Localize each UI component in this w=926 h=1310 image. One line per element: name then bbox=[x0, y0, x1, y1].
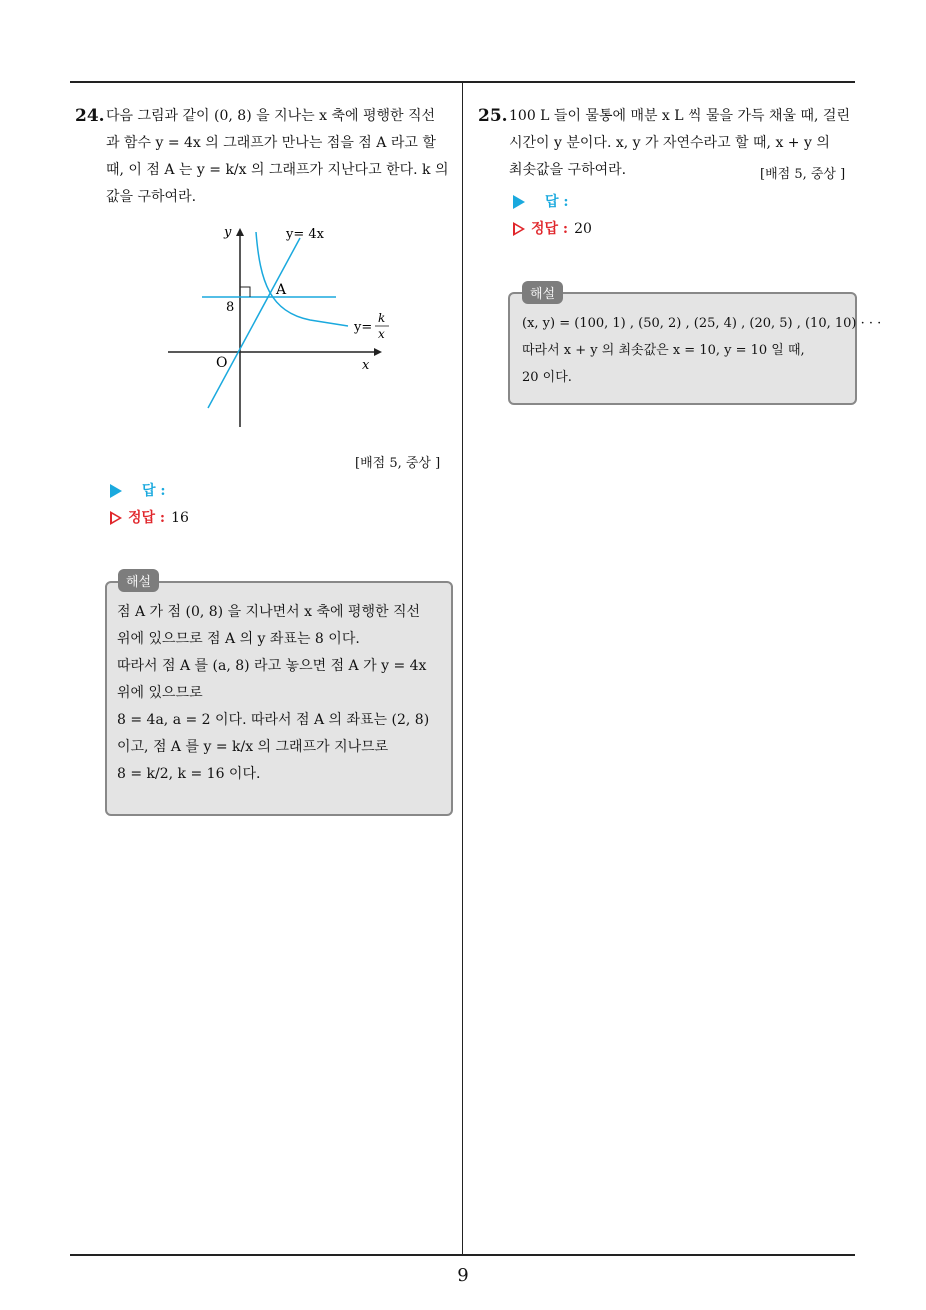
curve-label-prefix: y= bbox=[354, 320, 373, 335]
right-angle-mark bbox=[240, 287, 250, 297]
line-y-4x bbox=[208, 238, 300, 408]
q24-number: 24. bbox=[75, 106, 105, 126]
answer-label: 답 : bbox=[545, 194, 569, 210]
column-divider bbox=[462, 82, 463, 1255]
solution-line: 위에 있으므로 점 A 의 y 좌표는 8 이다. bbox=[117, 631, 360, 647]
q24-graph bbox=[160, 222, 400, 432]
solution-line: 점 A 가 점 (0, 8) 을 지나면서 x 축에 평행한 직선 bbox=[117, 604, 421, 620]
correct-value: 16 bbox=[171, 510, 189, 526]
x-axis-label: x bbox=[362, 358, 370, 373]
solution-line: 따라서 x + y 의 최솟값은 x = 10, y = 10 일 때, bbox=[522, 343, 805, 358]
answer-label: 답 : bbox=[142, 483, 166, 499]
q25-correct bbox=[513, 218, 592, 238]
solution-line: 8 = k/2, k = 16 이다. bbox=[117, 766, 261, 782]
correct-triangle-icon bbox=[513, 222, 525, 236]
q24-answer bbox=[110, 480, 166, 500]
q24-score: [배점 5, 중상 ] bbox=[355, 456, 441, 471]
bottom-rule bbox=[70, 1254, 855, 1256]
answer-triangle-icon bbox=[110, 484, 122, 498]
solution-line: 20 이다. bbox=[522, 370, 572, 385]
correct-triangle-icon bbox=[110, 511, 122, 525]
q25-line: 시간이 y 분이다. x, y 가 자연수라고 할 때, x + y 의 bbox=[509, 135, 830, 151]
q25-solution-text bbox=[522, 310, 881, 391]
q24-solution-box bbox=[105, 581, 453, 816]
q24-line: 다음 그림과 같이 (0, 8) 을 지나는 x 축에 평행한 직선 bbox=[106, 108, 436, 124]
q25-solution-box bbox=[508, 292, 882, 405]
y-axis-label: y bbox=[224, 225, 232, 240]
q25-line: 100 L 들이 물통에 매분 x L 씩 물을 가득 채울 때, 걸린 bbox=[509, 108, 850, 124]
correct-label: 정답 : bbox=[128, 510, 166, 526]
q24-correct bbox=[110, 507, 189, 527]
q25-score: [배점 5, 중상 ] bbox=[760, 167, 846, 182]
line-label: y= 4x bbox=[286, 227, 324, 242]
solution-line: 따라서 점 A 를 (a, 8) 라고 놓으면 점 A 가 y = 4x bbox=[117, 658, 427, 674]
solution-line: (x, y) = (100, 1) , (50, 2) , (25, 4) , (20, 5) , (10, 10) · · · bbox=[522, 316, 882, 331]
y-axis-arrow-icon bbox=[236, 228, 244, 236]
q24-solution-text bbox=[117, 599, 429, 788]
q25-solution-tag: 해설 bbox=[522, 281, 563, 304]
origin-label: O bbox=[216, 355, 228, 371]
correct-label: 정답 : bbox=[531, 221, 569, 237]
q24-text bbox=[106, 103, 448, 211]
q25-line: 최솟값을 구하여라. bbox=[509, 162, 627, 178]
solution-line: 8 = 4a, a = 2 이다. 따라서 점 A 의 좌표는 (2, 8) bbox=[117, 712, 430, 728]
curve-label-denominator: x bbox=[378, 327, 385, 341]
solution-line: 위에 있으므로 bbox=[117, 685, 203, 701]
curve-y-k-over-x bbox=[256, 232, 348, 326]
curve-label-numerator: k bbox=[378, 311, 386, 325]
x-axis-arrow-icon bbox=[374, 348, 382, 356]
q25-answer bbox=[513, 191, 569, 211]
q24-line: 과 함수 y = 4x 의 그래프가 만나는 점을 점 A 라고 할 bbox=[106, 135, 436, 151]
correct-value: 20 bbox=[574, 221, 592, 237]
q24-solution-tag: 해설 bbox=[118, 569, 159, 592]
q24-line: 값을 구하여라. bbox=[106, 189, 197, 205]
point-a-label: A bbox=[276, 282, 287, 298]
answer-triangle-icon bbox=[513, 195, 525, 209]
y-tick-label: 8 bbox=[226, 300, 235, 315]
solution-line: 이고, 점 A 를 y = k/x 의 그래프가 지나므로 bbox=[117, 739, 389, 755]
page-number: 9 bbox=[457, 1265, 469, 1286]
q25-number: 25. bbox=[478, 106, 508, 126]
q24-line: 때, 이 점 A 는 y = k/x 의 그래프가 지난다고 한다. k 의 bbox=[106, 162, 449, 178]
